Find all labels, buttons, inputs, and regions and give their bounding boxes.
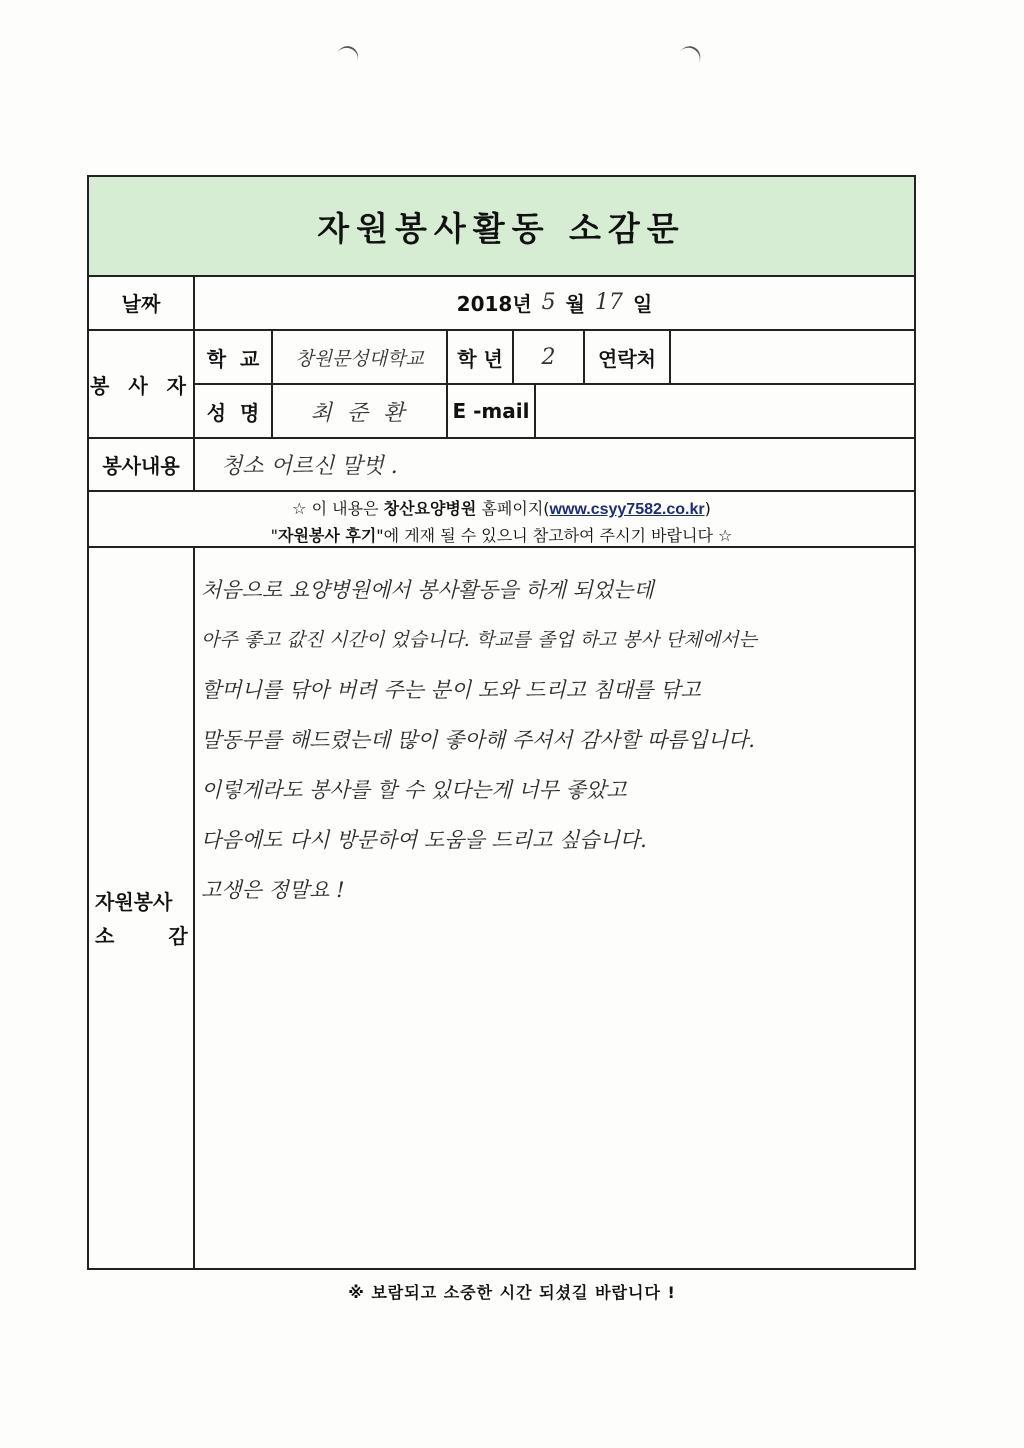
impressions-text — [201, 565, 904, 915]
contact-label: 연락처 — [598, 346, 656, 371]
date-month-unit: 월 — [565, 291, 585, 316]
punch-hole-right — [673, 42, 704, 74]
form-title: 자원봉사활동 소감문 — [317, 208, 686, 248]
school-label-cell — [193, 329, 273, 385]
impressions-label-line-1: 자원봉사 — [95, 890, 173, 914]
date-day-unit: 일 — [632, 291, 653, 316]
name-value-cell — [271, 383, 448, 439]
volunteer-label-cell — [89, 329, 195, 439]
volunteer-form — [87, 175, 916, 1270]
impression-line: 처음으로 요양병원에서 봉사활동을 하게 되었는데 — [201, 578, 654, 602]
impression-line: 할머니를 닦아 버려 주는 분이 도와 드리고 침대를 닦고 — [201, 678, 701, 702]
date-day-value: 17 — [594, 289, 623, 315]
footer-message: ※ 보람되고 소중한 시간 되셨길 바랍니다 ! — [348, 1283, 676, 1302]
contact-label-cell — [583, 329, 671, 385]
notice-review-label: 자원봉사 후기 — [277, 526, 377, 545]
impression-line: 다음에도 다시 방문하여 도움을 드리고 싶습니다. — [201, 828, 647, 852]
form-title-band — [89, 177, 914, 277]
content-value: 청소 어르신 말벗 . — [221, 454, 398, 479]
hospital-url-link[interactable]: www.csyy7582.co.kr — [549, 501, 705, 518]
impressions-label-line-2: 소감 — [95, 924, 242, 948]
name-label-cell — [193, 383, 273, 439]
notice-line-2 — [89, 523, 914, 549]
notice-box — [89, 490, 914, 548]
grade-value-cell — [512, 329, 585, 385]
name-value: 최 준 환 — [310, 400, 409, 426]
grade-value: 2 — [541, 344, 556, 370]
notice-line-1 — [89, 496, 914, 523]
impression-line: 이렇게라도 봉사를 할 수 있다는게 너무 좋았고 — [201, 778, 627, 802]
notice-suffix: ) — [704, 499, 711, 518]
content-label-cell — [89, 437, 195, 492]
date-label: 날짜 — [121, 291, 161, 316]
school-value-cell — [271, 329, 448, 385]
contact-value-cell — [669, 329, 914, 385]
volunteer-label: 봉 사 자 — [90, 373, 192, 398]
email-label: E -mail — [452, 399, 530, 423]
name-label: 성 명 — [206, 400, 260, 425]
school-value: 창원문성대학교 — [295, 347, 424, 370]
notice-rest: "에 게재 될 수 있으니 참고하여 주시기 바랍니다 ☆ — [376, 526, 733, 545]
school-label: 학 교 — [206, 346, 260, 371]
date-year: 2018년 — [456, 291, 532, 316]
grade-label-cell — [446, 329, 514, 385]
content-value-cell — [193, 437, 914, 492]
hospital-name: 창산요양병원 — [383, 499, 477, 518]
punch-hole-left — [333, 43, 362, 73]
content-label: 봉사내용 — [102, 454, 180, 478]
date-month-value: 5 — [541, 289, 556, 315]
impression-line: 고생은 정말요 ! — [201, 878, 345, 902]
notice-prefix: ☆ 이 내용은 — [292, 499, 384, 518]
email-value-cell — [534, 383, 914, 439]
impression-line: 아주 좋고 값진 시간이 었습니다. 학교를 졸업 하고 봉사 단체에서는 — [201, 629, 757, 651]
email-label-cell — [446, 383, 536, 439]
notice-mid: 홈페이지( — [476, 499, 550, 518]
date-value-cell — [193, 275, 914, 331]
grade-label: 학 년 — [457, 346, 503, 371]
date-label-cell — [89, 275, 195, 331]
impression-line: 말동무를 해드렸는데 많이 좋아해 주셔서 감사할 따름입니다. — [201, 728, 755, 752]
notice-quote: " — [270, 526, 278, 545]
